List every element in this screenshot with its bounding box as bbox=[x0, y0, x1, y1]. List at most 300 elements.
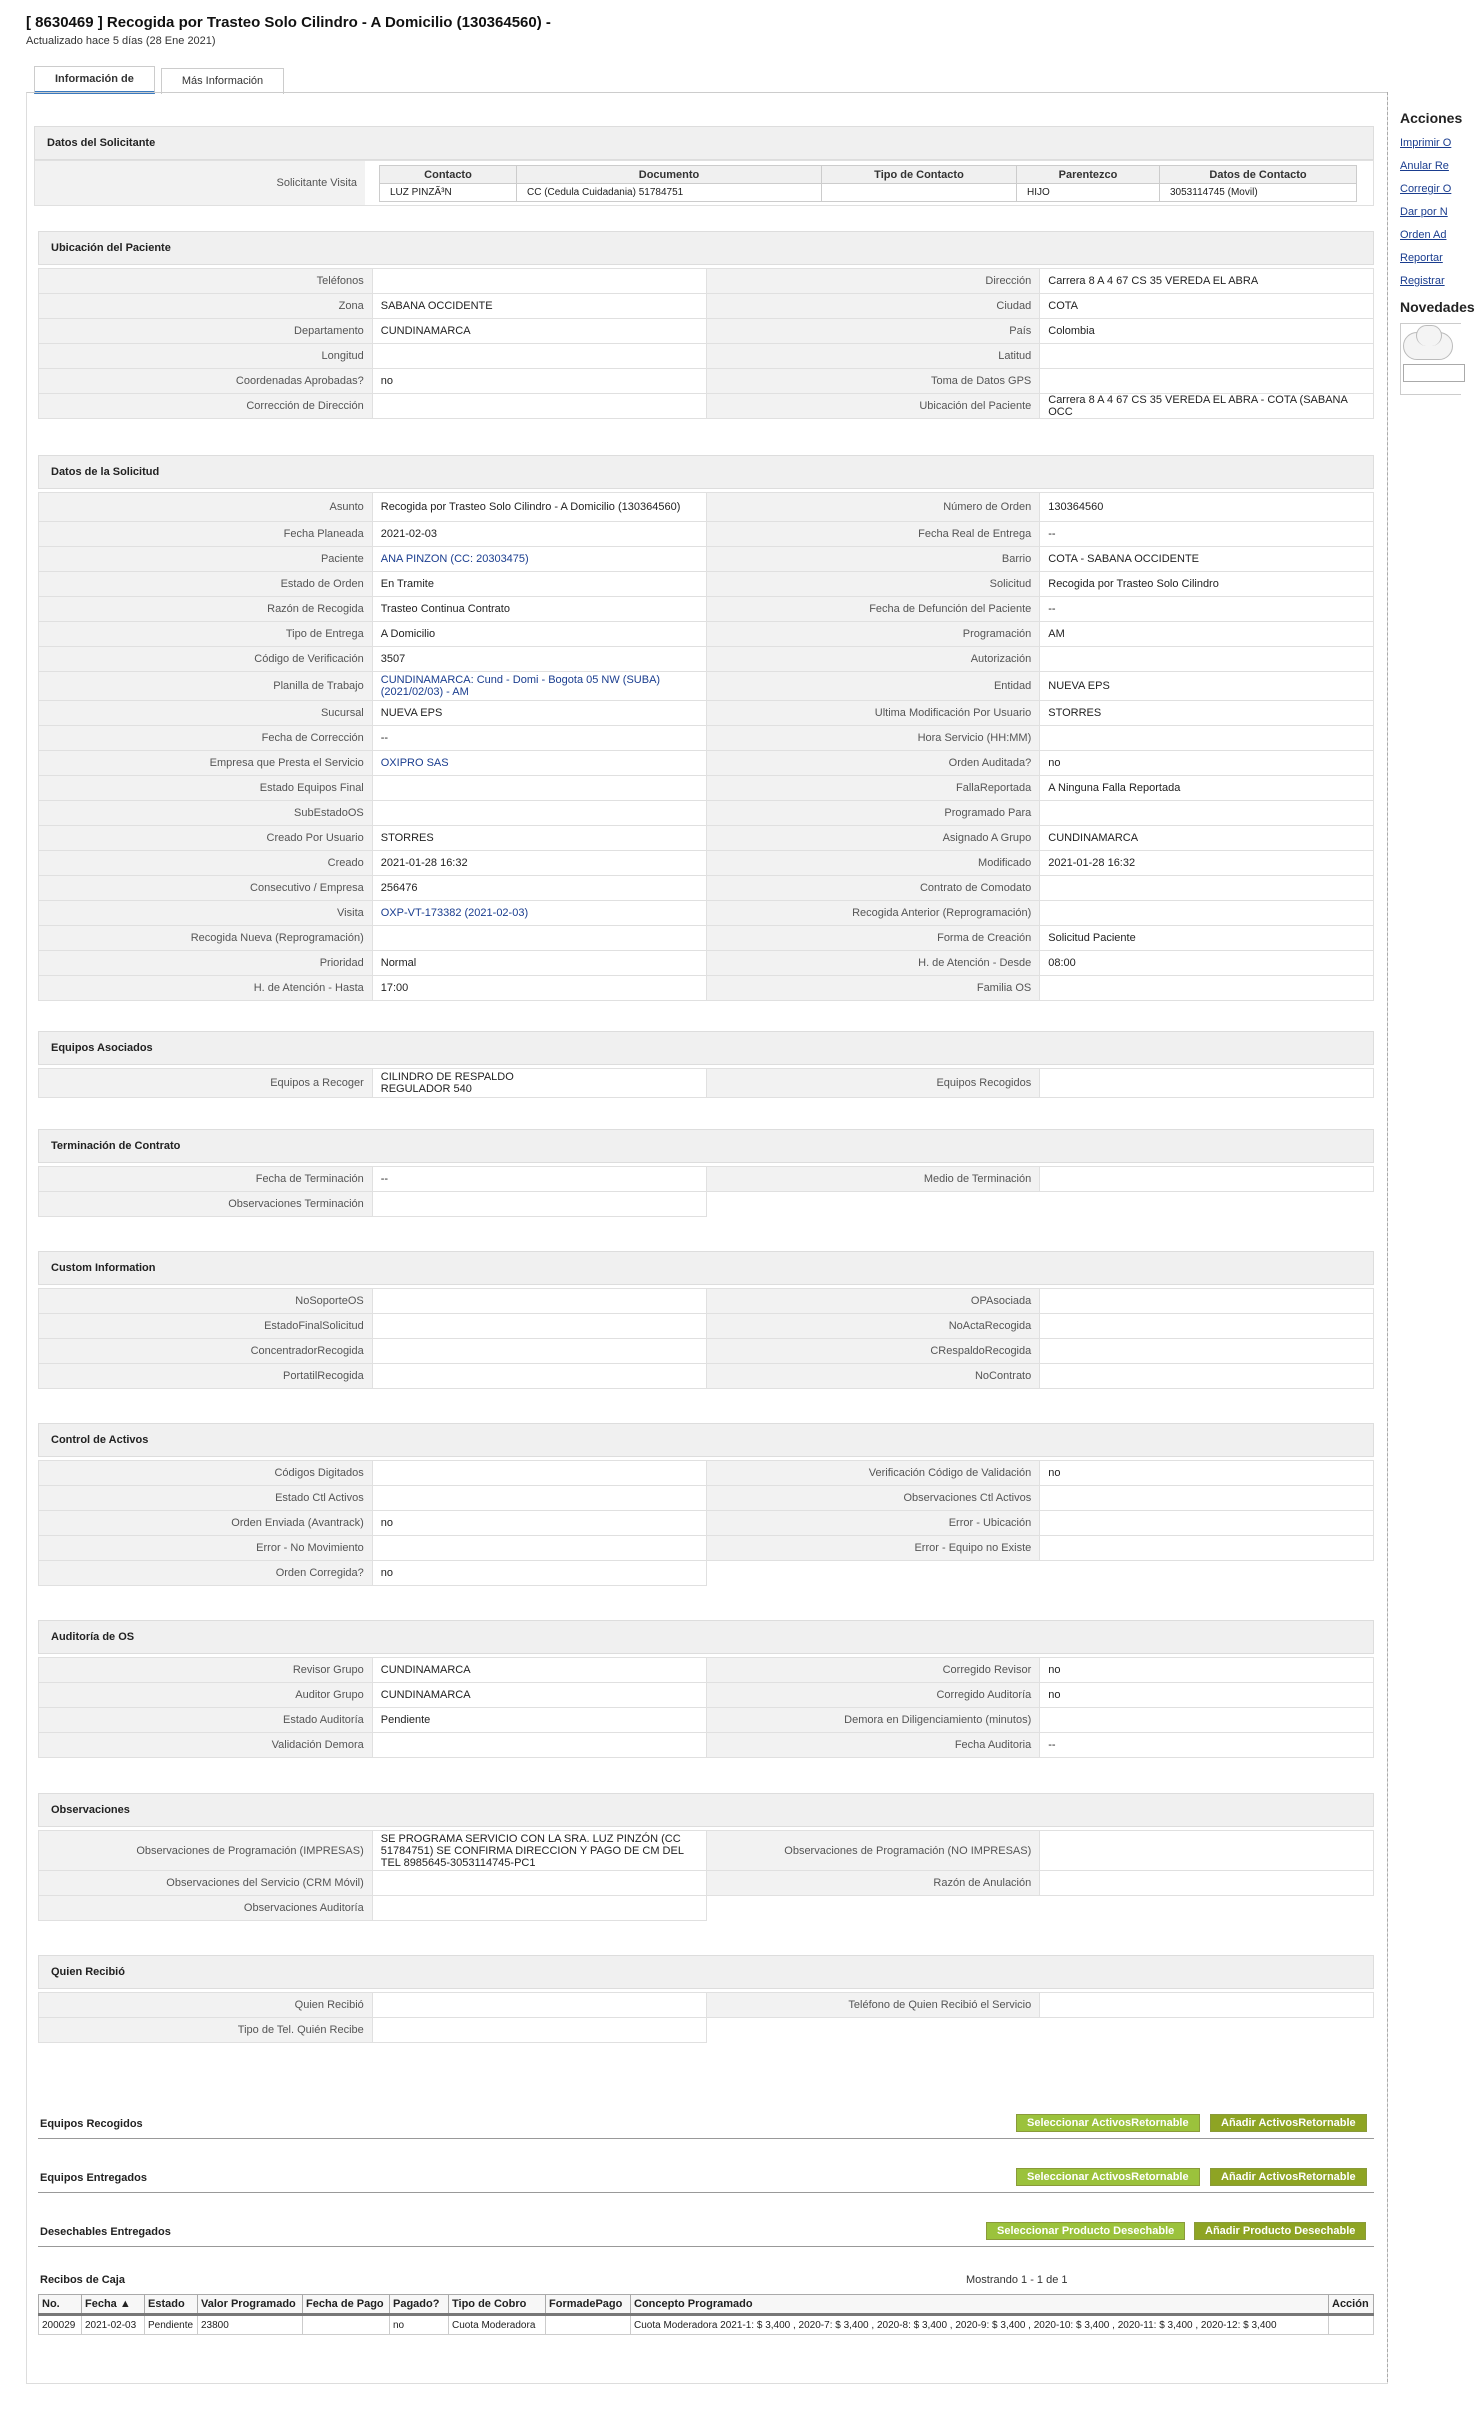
field-value[interactable] bbox=[1040, 1536, 1374, 1561]
field-label: Estado de Orden bbox=[39, 572, 373, 597]
field-value[interactable]: -- bbox=[1040, 597, 1374, 622]
field-value[interactable]: COTA bbox=[1040, 294, 1374, 319]
field-label: Programación bbox=[706, 622, 1040, 647]
col-header[interactable]: Valor Programado bbox=[198, 2295, 303, 2315]
field-value[interactable]: CUNDINAMARCA bbox=[372, 1683, 706, 1708]
bar-title: Equipos Recogidos bbox=[40, 2118, 143, 2130]
col-header[interactable]: Fecha ▲ bbox=[82, 2295, 145, 2315]
col-header[interactable]: Concepto Programado bbox=[631, 2295, 1329, 2315]
field-label: Razón de Anulación bbox=[706, 1871, 1040, 1896]
field-value[interactable]: no bbox=[1040, 1683, 1374, 1708]
field-value[interactable]: 2021-02-03 bbox=[372, 522, 706, 547]
field-label: Fecha de Defunción del Paciente bbox=[706, 597, 1040, 622]
field-row bbox=[39, 876, 1374, 901]
field-row bbox=[39, 1536, 1374, 1561]
field-row bbox=[39, 547, 1374, 572]
section-title: Control de Activos bbox=[38, 1423, 1374, 1457]
field-label: Latitud bbox=[706, 344, 1040, 369]
cell: 2021-02-03 bbox=[82, 2315, 145, 2335]
field-value[interactable] bbox=[1040, 1486, 1374, 1511]
field-label: Coordenadas Aprobadas? bbox=[39, 369, 373, 394]
field-label: Corregido Revisor bbox=[706, 1658, 1040, 1683]
field-value[interactable]: no bbox=[372, 1561, 706, 1586]
table-row bbox=[380, 184, 1357, 202]
col-header[interactable]: Estado bbox=[145, 2295, 198, 2315]
field-value[interactable]: SE PROGRAMA SERVICIO CON LA SRA. LUZ PINZÓN (CC 51784751) SE CONFIRMA DIRECCION Y PAGO DE CM DEL TEL 8985645-3053114745-PC1 bbox=[372, 1831, 706, 1871]
field-label: Teléfono de Quien Recibió el Servicio bbox=[706, 1993, 1040, 2018]
field-row bbox=[39, 493, 1374, 522]
field-table bbox=[38, 1068, 1374, 1098]
field-row bbox=[39, 269, 1374, 294]
field-label: Teléfonos bbox=[39, 269, 373, 294]
field-row bbox=[39, 701, 1374, 726]
cell: HIJO bbox=[1017, 184, 1160, 202]
field-label: Observaciones del Servicio (CRM Móvil) bbox=[39, 1871, 373, 1896]
field-label: Visita bbox=[39, 901, 373, 926]
field-value[interactable]: 2021-01-28 16:32 bbox=[1040, 851, 1374, 876]
field-value[interactable] bbox=[1040, 647, 1374, 672]
divider bbox=[1387, 92, 1388, 2382]
tab-bar bbox=[34, 66, 290, 92]
field-row bbox=[39, 1339, 1374, 1364]
field-table bbox=[38, 1830, 1374, 1921]
page-title: [ 8630469 ] Recogida por Trasteo Solo Cilindro - A Domicilio (130364560) - bbox=[26, 14, 551, 31]
field-value[interactable]: Normal bbox=[372, 951, 706, 976]
section-title: Equipos Asociados bbox=[38, 1031, 1374, 1065]
field-label: H. de Atención - Hasta bbox=[39, 976, 373, 1001]
field-row bbox=[39, 826, 1374, 851]
field-value[interactable] bbox=[1040, 801, 1374, 826]
field-value[interactable]: CUNDINAMARCA bbox=[372, 1658, 706, 1683]
field-value[interactable] bbox=[1040, 1364, 1374, 1389]
field-value[interactable]: 17:00 bbox=[372, 976, 706, 1001]
field-value[interactable] bbox=[372, 344, 706, 369]
field-label: Orden Enviada (Avantrack) bbox=[39, 1511, 373, 1536]
field-label: FallaReportada bbox=[706, 776, 1040, 801]
field-value[interactable]: Carrera 8 A 4 67 CS 35 VEREDA EL ABRA bbox=[1040, 269, 1374, 294]
field-table bbox=[38, 1657, 1374, 1758]
seleccionar-producto-button[interactable]: Seleccionar Producto Desechable bbox=[986, 2222, 1185, 2240]
solicitante-body bbox=[34, 160, 1374, 206]
field-label: Asunto bbox=[39, 493, 373, 522]
col-header[interactable]: Fecha de Pago bbox=[303, 2295, 390, 2315]
field-label: Creado Por Usuario bbox=[39, 826, 373, 851]
field-value[interactable] bbox=[372, 1364, 706, 1389]
field-row bbox=[39, 344, 1374, 369]
cell: 23800 bbox=[198, 2315, 303, 2335]
field-value[interactable] bbox=[372, 1871, 706, 1896]
field-label: Fecha Planeada bbox=[39, 522, 373, 547]
bar-desechables bbox=[38, 2220, 1374, 2247]
field-row bbox=[39, 926, 1374, 951]
col-header[interactable]: Pagado? bbox=[390, 2295, 449, 2315]
field-table bbox=[38, 492, 1374, 1001]
field-label: Tipo de Tel. Quién Recibe bbox=[39, 2018, 373, 2043]
action-link[interactable]: Corregir O bbox=[1400, 183, 1452, 195]
sidebar bbox=[1400, 110, 1475, 395]
field-value[interactable]: NUEVA EPS bbox=[372, 701, 706, 726]
field-value[interactable] bbox=[372, 1339, 706, 1364]
field-label: EstadoFinalSolicitud bbox=[39, 1314, 373, 1339]
field-row bbox=[39, 1658, 1374, 1683]
page-header bbox=[26, 14, 551, 47]
field-label: Fecha de Corrección bbox=[39, 726, 373, 751]
field-row bbox=[39, 622, 1374, 647]
field-label: Programado Para bbox=[706, 801, 1040, 826]
col-header[interactable]: No. bbox=[39, 2295, 82, 2315]
section-custom bbox=[38, 1251, 1374, 1389]
field-value[interactable] bbox=[372, 776, 706, 801]
novedades-title: Novedades bbox=[1400, 299, 1475, 315]
table-row[interactable] bbox=[39, 2315, 1374, 2335]
field-value[interactable]: AM bbox=[1040, 622, 1374, 647]
action-link[interactable]: Registrar bbox=[1400, 275, 1445, 287]
field-label: Corregido Auditoría bbox=[706, 1683, 1040, 1708]
field-label: Asignado A Grupo bbox=[706, 826, 1040, 851]
field-row bbox=[39, 1069, 1374, 1098]
field-value[interactable]: CILINDRO DE RESPALDO REGULADOR 540 bbox=[372, 1069, 706, 1098]
field-table bbox=[38, 268, 1374, 419]
field-value[interactable]: ANA PINZON (CC: 20303475) bbox=[372, 547, 706, 572]
field-label: Fecha Real de Entrega bbox=[706, 522, 1040, 547]
field-value[interactable] bbox=[1040, 1314, 1374, 1339]
field-label: Toma de Datos GPS bbox=[706, 369, 1040, 394]
field-value[interactable] bbox=[1040, 1069, 1374, 1098]
field-label: Equipos Recogidos bbox=[706, 1069, 1040, 1098]
col-header: Tipo de Contacto bbox=[822, 166, 1017, 184]
cell: no bbox=[390, 2315, 449, 2335]
section-title: Terminación de Contrato bbox=[38, 1129, 1374, 1163]
field-value[interactable]: 130364560 bbox=[1040, 493, 1374, 522]
field-value[interactable]: 3507 bbox=[372, 647, 706, 672]
field-label: Solicitud bbox=[706, 572, 1040, 597]
field-row bbox=[39, 1167, 1374, 1192]
field-label: Autorización bbox=[706, 647, 1040, 672]
field-value[interactable] bbox=[372, 1733, 706, 1758]
field-row bbox=[39, 901, 1374, 926]
field-value[interactable]: NUEVA EPS bbox=[1040, 672, 1374, 701]
field-value[interactable]: Trasteo Continua Contrato bbox=[372, 597, 706, 622]
field-row bbox=[39, 726, 1374, 751]
field-value[interactable] bbox=[372, 269, 706, 294]
field-value[interactable] bbox=[1040, 876, 1374, 901]
field-row bbox=[39, 597, 1374, 622]
field-row bbox=[39, 976, 1374, 1001]
field-label: Entidad bbox=[706, 672, 1040, 701]
field-row bbox=[39, 1486, 1374, 1511]
field-value[interactable] bbox=[1040, 901, 1374, 926]
field-row bbox=[39, 319, 1374, 344]
col-header: Documento bbox=[517, 166, 822, 184]
field-label: Observaciones Terminación bbox=[39, 1192, 373, 1217]
field-label: NoContrato bbox=[706, 1364, 1040, 1389]
field-value[interactable]: Carrera 8 A 4 67 CS 35 VEREDA EL ABRA - COTA (SABANA OCC bbox=[1040, 394, 1374, 419]
field-row bbox=[39, 776, 1374, 801]
field-value[interactable]: CUNDINAMARCA bbox=[1040, 826, 1374, 851]
field-value[interactable]: A Ninguna Falla Reportada bbox=[1040, 776, 1374, 801]
field-value[interactable]: Colombia bbox=[1040, 319, 1374, 344]
field-label: Error - Ubicación bbox=[706, 1511, 1040, 1536]
field-value[interactable]: STORRES bbox=[372, 826, 706, 851]
field-row bbox=[39, 672, 1374, 701]
field-value[interactable]: CUNDINAMARCA: Cund - Domi - Bogota 05 NW (SUBA) (2021/02/03) - AM bbox=[372, 672, 706, 701]
field-label: Planilla de Trabajo bbox=[39, 672, 373, 701]
field-row bbox=[39, 394, 1374, 419]
field-value[interactable]: Pendiente bbox=[372, 1708, 706, 1733]
field-value[interactable]: -- bbox=[372, 726, 706, 751]
recibos-title: Recibos de Caja bbox=[40, 2274, 125, 2286]
section-title: Custom Information bbox=[38, 1251, 1374, 1285]
field-row bbox=[39, 1314, 1374, 1339]
cloud-icon bbox=[1403, 332, 1453, 360]
field-label: Número de Orden bbox=[706, 493, 1040, 522]
cell: 3053114745 (Movil) bbox=[1160, 184, 1357, 202]
field-label: Auditor Grupo bbox=[39, 1683, 373, 1708]
anadir-producto-button[interactable]: Añadir Producto Desechable bbox=[1194, 2222, 1366, 2240]
field-value[interactable] bbox=[372, 1536, 706, 1561]
field-value[interactable] bbox=[1040, 344, 1374, 369]
field-value[interactable]: SABANA OCCIDENTE bbox=[372, 294, 706, 319]
novedades-box bbox=[1400, 323, 1461, 395]
section-title: Ubicación del Paciente bbox=[38, 231, 1374, 265]
field-value[interactable]: -- bbox=[372, 1167, 706, 1192]
field-label: Estado Equipos Final bbox=[39, 776, 373, 801]
recibos-table bbox=[38, 2294, 1374, 2335]
field-label: Prioridad bbox=[39, 951, 373, 976]
field-label: Razón de Recogida bbox=[39, 597, 373, 622]
field-label: Estado Ctl Activos bbox=[39, 1486, 373, 1511]
field-label: Ciudad bbox=[706, 294, 1040, 319]
field-row bbox=[39, 1561, 1374, 1586]
field-label: Modificado bbox=[706, 851, 1040, 876]
field-value[interactable]: no bbox=[372, 1511, 706, 1536]
field-label: Observaciones Auditoría bbox=[39, 1896, 373, 1921]
field-label: Sucursal bbox=[39, 701, 373, 726]
field-value[interactable] bbox=[1040, 1339, 1374, 1364]
field-label: SubEstadoOS bbox=[39, 801, 373, 826]
field-label: Contrato de Comodato bbox=[706, 876, 1040, 901]
field-label: Equipos a Recoger bbox=[39, 1069, 373, 1098]
field-row bbox=[39, 294, 1374, 319]
field-value[interactable] bbox=[372, 1486, 706, 1511]
section-auditoria bbox=[38, 1620, 1374, 1758]
field-value[interactable] bbox=[1040, 1167, 1374, 1192]
field-value[interactable]: Solicitud Paciente bbox=[1040, 926, 1374, 951]
field-label: ConcentradorRecogida bbox=[39, 1339, 373, 1364]
action-link[interactable]: Imprimir O bbox=[1400, 137, 1452, 149]
field-value[interactable]: Recogida por Trasteo Solo Cilindro - A Domicilio (130364560) bbox=[372, 493, 706, 522]
action-link[interactable]: Dar por N bbox=[1400, 206, 1448, 218]
field-label: Códigos Digitados bbox=[39, 1461, 373, 1486]
field-value[interactable] bbox=[372, 1192, 706, 1217]
field-value[interactable]: A Domicilio bbox=[372, 622, 706, 647]
field-row bbox=[39, 1993, 1374, 2018]
field-value[interactable] bbox=[1040, 1289, 1374, 1314]
field-table bbox=[38, 1166, 1374, 1217]
field-label: Fecha Auditoria bbox=[706, 1733, 1040, 1758]
field-label: Código de Verificación bbox=[39, 647, 373, 672]
action-link[interactable]: Reportar bbox=[1400, 252, 1443, 264]
field-label: Fecha de Terminación bbox=[39, 1167, 373, 1192]
field-label: Demora en Diligenciamiento (minutos) bbox=[706, 1708, 1040, 1733]
field-label: Recogida Nueva (Reprogramación) bbox=[39, 926, 373, 951]
field-table bbox=[38, 1992, 1374, 2043]
field-label: NoSoporteOS bbox=[39, 1289, 373, 1314]
field-row bbox=[39, 1192, 1374, 1217]
field-label: Barrio bbox=[706, 547, 1040, 572]
field-label: Ultima Modificación Por Usuario bbox=[706, 701, 1040, 726]
section-terminacion bbox=[38, 1129, 1374, 1217]
field-label: Medio de Terminación bbox=[706, 1167, 1040, 1192]
section-title: Datos de la Solicitud bbox=[38, 455, 1374, 489]
section-recibio bbox=[38, 1955, 1374, 2043]
section-ubicacion bbox=[38, 231, 1374, 419]
field-value[interactable]: no bbox=[1040, 1461, 1374, 1486]
col-header: Datos de Contacto bbox=[1160, 166, 1357, 184]
field-label: Error - No Movimiento bbox=[39, 1536, 373, 1561]
field-label: H. de Atención - Desde bbox=[706, 951, 1040, 976]
field-label: Hora Servicio (HH:MM) bbox=[706, 726, 1040, 751]
action-link[interactable]: Orden Ad bbox=[1400, 229, 1447, 241]
field-value[interactable] bbox=[1040, 369, 1374, 394]
cell bbox=[546, 2315, 631, 2335]
field-label: CRespaldoRecogida bbox=[706, 1339, 1040, 1364]
field-row bbox=[39, 851, 1374, 876]
col-header[interactable]: FormadePago bbox=[546, 2295, 631, 2315]
field-value[interactable]: 256476 bbox=[372, 876, 706, 901]
col-header: Parentezco bbox=[1017, 166, 1160, 184]
field-label: Solicitante Visita bbox=[35, 161, 365, 205]
field-label: OPAsociada bbox=[706, 1289, 1040, 1314]
field-value[interactable]: OXP-VT-173382 (2021-02-03) bbox=[372, 901, 706, 926]
contact-table bbox=[379, 165, 1357, 202]
field-row bbox=[39, 1683, 1374, 1708]
field-value[interactable]: 2021-01-28 16:32 bbox=[372, 851, 706, 876]
field-value[interactable] bbox=[372, 926, 706, 951]
cell bbox=[822, 184, 1017, 202]
tab-mas-informacion[interactable]: Más Información bbox=[161, 68, 284, 94]
field-label: Creado bbox=[39, 851, 373, 876]
field-row bbox=[39, 1364, 1374, 1389]
updated-text: Actualizado hace 5 días (28 Ene 2021) bbox=[26, 35, 216, 47]
field-row bbox=[39, 647, 1374, 672]
field-value[interactable] bbox=[1040, 1831, 1374, 1871]
field-value[interactable]: OXIPRO SAS bbox=[372, 751, 706, 776]
field-value[interactable] bbox=[1040, 1993, 1374, 2018]
field-value[interactable] bbox=[1040, 1871, 1374, 1896]
field-value[interactable]: En Tramite bbox=[372, 572, 706, 597]
cell: LUZ PINZÃ³N bbox=[380, 184, 517, 202]
field-label: Paciente bbox=[39, 547, 373, 572]
field-label: Quien Recibió bbox=[39, 1993, 373, 2018]
field-value[interactable]: COTA - SABANA OCCIDENTE bbox=[1040, 547, 1374, 572]
field-label: Empresa que Presta el Servicio bbox=[39, 751, 373, 776]
field-value[interactable]: -- bbox=[1040, 522, 1374, 547]
cell bbox=[1329, 2315, 1374, 2335]
field-row bbox=[39, 1733, 1374, 1758]
tab-informacion[interactable]: Información de bbox=[34, 66, 155, 94]
field-value[interactable] bbox=[372, 2018, 706, 2043]
field-label: Error - Equipo no Existe bbox=[706, 1536, 1040, 1561]
field-label: Dirección bbox=[706, 269, 1040, 294]
field-value[interactable]: 08:00 bbox=[1040, 951, 1374, 976]
field-value[interactable]: -- bbox=[1040, 1733, 1374, 1758]
field-value[interactable]: no bbox=[1040, 751, 1374, 776]
field-value[interactable] bbox=[1040, 1708, 1374, 1733]
field-label: País bbox=[706, 319, 1040, 344]
field-label: Familia OS bbox=[706, 976, 1040, 1001]
field-value[interactable] bbox=[372, 1896, 706, 1921]
section-title: Auditoría de OS bbox=[38, 1620, 1374, 1654]
cell bbox=[303, 2315, 390, 2335]
field-row bbox=[39, 572, 1374, 597]
field-value[interactable] bbox=[372, 1314, 706, 1339]
col-header: Contacto bbox=[380, 166, 517, 184]
cell: Cuota Moderadora 2021-1: $ 3,400 , 2020-7: $ 3,400 , 2020-8: $ 3,400 , 2020-9: $ 3,400 , 2020-10: $ 3,400 , 2020-11: $ 3,400 , 2020-12: $ 3,400 bbox=[631, 2315, 1329, 2335]
field-value[interactable] bbox=[1040, 976, 1374, 1001]
field-label: Verificación Código de Validación bbox=[706, 1461, 1040, 1486]
field-label: Corrección de Dirección bbox=[39, 394, 373, 419]
field-label: Ubicación del Paciente bbox=[706, 394, 1040, 419]
field-label: Revisor Grupo bbox=[39, 1658, 373, 1683]
seleccionar-activos-button[interactable]: Seleccionar ActivosRetornable bbox=[1016, 2168, 1200, 2186]
anadir-activos-button[interactable]: Añadir ActivosRetornable bbox=[1210, 2168, 1367, 2186]
field-value[interactable]: Recogida por Trasteo Solo Cilindro bbox=[1040, 572, 1374, 597]
field-value[interactable] bbox=[1040, 1511, 1374, 1536]
col-header[interactable]: Tipo de Cobro bbox=[449, 2295, 546, 2315]
field-row bbox=[39, 1831, 1374, 1871]
seleccionar-activos-button[interactable]: Seleccionar ActivosRetornable bbox=[1016, 2114, 1200, 2132]
field-row bbox=[39, 1289, 1374, 1314]
anadir-activos-button[interactable]: Añadir ActivosRetornable bbox=[1210, 2114, 1367, 2132]
section-solicitud bbox=[38, 455, 1374, 1001]
section-title: Observaciones bbox=[38, 1793, 1374, 1827]
field-value[interactable]: no bbox=[372, 369, 706, 394]
field-label: Zona bbox=[39, 294, 373, 319]
field-value[interactable] bbox=[372, 801, 706, 826]
field-label: Observaciones de Programación (NO IMPRESAS) bbox=[706, 1831, 1040, 1871]
field-value[interactable]: CUNDINAMARCA bbox=[372, 319, 706, 344]
field-row bbox=[39, 951, 1374, 976]
field-value[interactable] bbox=[372, 394, 706, 419]
cell: Cuota Moderadora bbox=[449, 2315, 546, 2335]
field-value[interactable] bbox=[372, 1993, 706, 2018]
field-row bbox=[39, 1871, 1374, 1896]
field-label: PortatilRecogida bbox=[39, 1364, 373, 1389]
field-row bbox=[39, 1511, 1374, 1536]
field-row bbox=[39, 801, 1374, 826]
field-row bbox=[39, 369, 1374, 394]
field-label: Departamento bbox=[39, 319, 373, 344]
novedad-input[interactable] bbox=[1403, 364, 1465, 382]
field-value[interactable]: STORRES bbox=[1040, 701, 1374, 726]
field-value[interactable] bbox=[372, 1461, 706, 1486]
pagination-info: Mostrando 1 - 1 de 1 bbox=[966, 2274, 1068, 2286]
field-label: Recogida Anterior (Reprogramación) bbox=[706, 901, 1040, 926]
field-value[interactable] bbox=[372, 1289, 706, 1314]
bar-title: Desechables Entregados bbox=[40, 2226, 171, 2238]
field-value[interactable] bbox=[1040, 726, 1374, 751]
action-link[interactable]: Anular Re bbox=[1400, 160, 1449, 172]
field-label: Estado Auditoría bbox=[39, 1708, 373, 1733]
field-value[interactable]: no bbox=[1040, 1658, 1374, 1683]
acciones-title: Acciones bbox=[1400, 110, 1463, 126]
field-row bbox=[39, 522, 1374, 547]
field-row bbox=[39, 1461, 1374, 1486]
bar-equipos-recogidos bbox=[38, 2112, 1374, 2139]
section-activos bbox=[38, 1423, 1374, 1586]
field-label: Longitud bbox=[39, 344, 373, 369]
